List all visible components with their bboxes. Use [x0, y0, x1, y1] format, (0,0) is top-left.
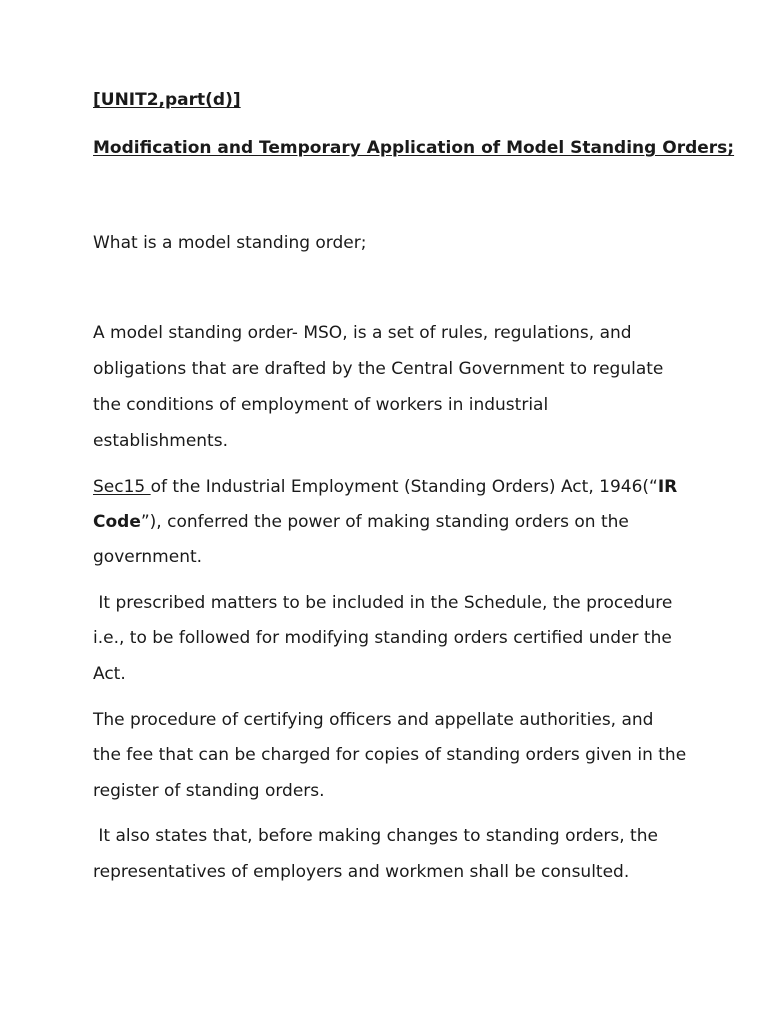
- paragraph-2-line-2: [93, 511, 629, 533]
- paragraph-2-line-1: [93, 476, 677, 498]
- section-reference: Sec15: [93, 477, 151, 497]
- paragraph-3-line-1: It prescribed matters to be included in the Schedule, the procedure: [93, 593, 673, 613]
- section-question: What is a model standing order;: [93, 233, 367, 253]
- ir-code-bold-part-2: Code: [93, 512, 141, 532]
- ir-code-bold-part-1: IR: [657, 477, 678, 497]
- paragraph-4-line-2: the fee that can be charged for copies of standing orders given in the: [93, 745, 687, 765]
- paragraph-2-line-3: government.: [93, 547, 203, 567]
- paragraph-4-line-3: register of standing orders.: [93, 781, 325, 801]
- unit-heading: [UNIT2,part(d)]: [93, 90, 241, 110]
- paragraph-1-line-3: the conditions of employment of workers in industrial: [93, 395, 549, 415]
- paragraph-3-line-2: i.e., to be followed for modifying standing orders certified under the: [93, 628, 672, 648]
- paragraph-3-line-3: Act.: [93, 664, 126, 684]
- paragraph-1-line-2: obligations that are drafted by the Central Government to regulate: [93, 359, 664, 379]
- paragraph-1-line-1: A model standing order- MSO, is a set of rules, regulations, and: [93, 323, 632, 343]
- paragraph-5-line-2: representatives of employers and workmen shall be consulted.: [93, 862, 630, 882]
- paragraph-2-line-2-text: ”), conferred the power of making standing orders on the: [140, 512, 629, 532]
- document-title: Modification and Temporary Application of Model Standing Orders;: [93, 138, 735, 158]
- paragraph-4-line-1: The procedure of certifying officers and appellate authorities, and: [93, 710, 654, 730]
- paragraph-2-line-1-text: of the Industrial Employment (Standing Orders) Act, 1946(“: [150, 477, 658, 497]
- paragraph-1-line-4: establishments.: [93, 431, 228, 451]
- paragraph-5-line-1: It also states that, before making changes to standing orders, the: [93, 826, 658, 846]
